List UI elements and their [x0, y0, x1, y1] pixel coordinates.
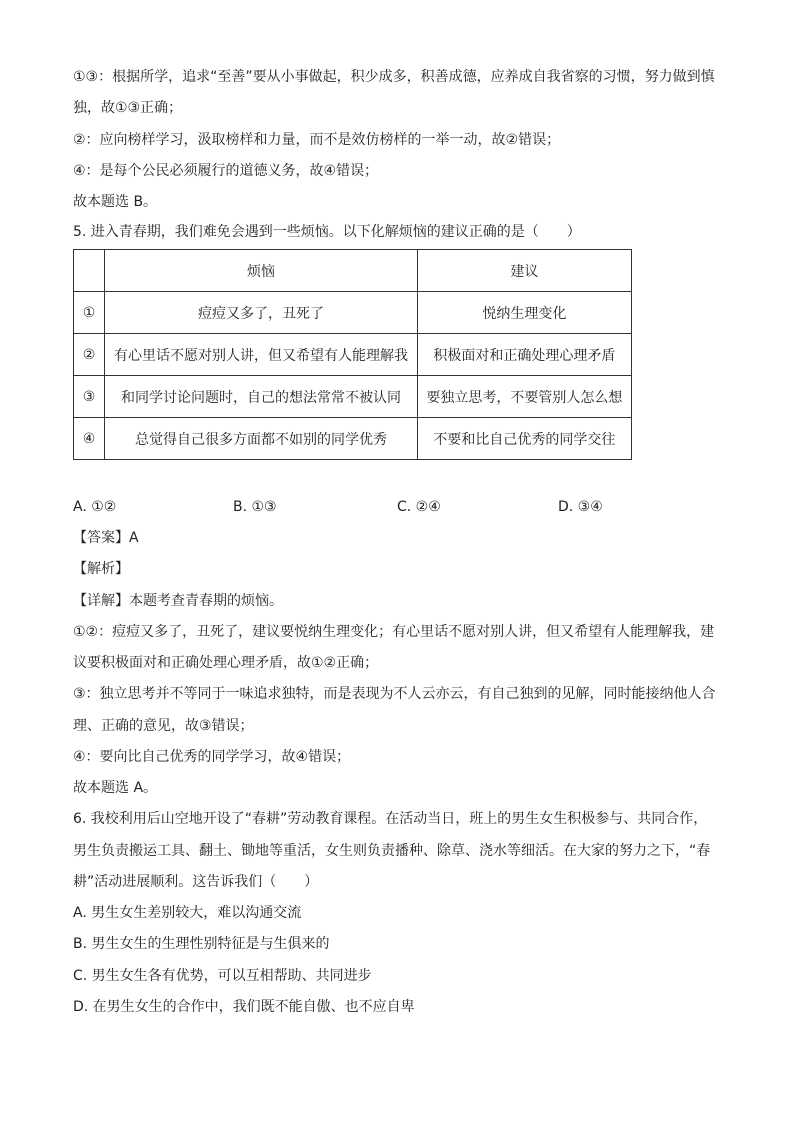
q5-explanation-line: ③：独立思考并不等同于一味追求独特，而是表现为不人云亦云，有自己独到的见解，同时能接纳他人合: [73, 686, 716, 702]
q5-conclusion: 故本题选 A。: [73, 780, 158, 796]
table-cell: 要独立思考，不要管别人怎么想: [417, 376, 631, 418]
prev-explanation-line: ④：是每个公民必须履行的道德义务，故④错误；: [73, 163, 379, 179]
q5-answer: 【答案】A: [73, 530, 139, 546]
table-cell: ②: [74, 334, 105, 376]
table-cell: 积极面对和正确处理心理矛盾: [417, 334, 631, 376]
prev-conclusion: 故本题选 B。: [73, 194, 158, 210]
prev-explanation-line: 独，故①③正确；: [73, 100, 183, 116]
table-header-cell: [74, 250, 105, 292]
q6-option-c: C. 男生女生各有优势，可以互相帮助、共同进步: [73, 968, 372, 984]
table-row: [74, 376, 632, 418]
prev-explanation-line: ②：应向榜样学习，汲取榜样和力量，而不是效仿榜样的一举一动，故②错误；: [73, 132, 561, 148]
table-cell: 有心里话不愿对别人讲，但又希望有人能理解我: [105, 334, 418, 376]
table-cell: 悦纳生理变化: [417, 292, 631, 334]
q5-option-c: C. ②④: [397, 499, 441, 515]
table-cell: 总觉得自己很多方面都不如别的同学优秀: [105, 418, 418, 460]
q5-option-d: D. ③④: [558, 499, 603, 515]
q6-option-d: D. 在男生女生的合作中，我们既不能自傲、也不应自卑: [73, 999, 415, 1015]
table-header-cell: 烦恼: [105, 250, 418, 292]
q6-option-a: A. 男生女生差别较大，难以沟通交流: [73, 905, 302, 921]
q5-option-b: B. ①③: [233, 499, 277, 515]
table-header-row: [74, 250, 632, 292]
q5-option-a: A. ①②: [73, 499, 117, 515]
q6-option-b: B. 男生女生的生理性别特征是与生俱来的: [73, 936, 330, 952]
q6-stem-line: 男生负责搬运工具、翻土、锄地等重活，女生则负责播种、除草、浇水等细活。在大家的努力之下，“春: [73, 843, 711, 859]
q5-explanation-line: 理、正确的意见，故③错误；: [73, 718, 254, 734]
table-cell: ①: [74, 292, 105, 334]
table-cell: ③: [74, 376, 105, 418]
q5-detail: 【详解】本题考查青春期的烦恼。: [73, 593, 283, 609]
table-row: [74, 334, 632, 376]
table-cell: 不要和比自己优秀的同学交往: [417, 418, 631, 460]
table-cell: ④: [74, 418, 105, 460]
q5-explanation-line: ①②：痘痘又多了，丑死了，建议要悦纳生理变化；有心里话不愿对别人讲，但又希望有人能理解我，建: [73, 624, 715, 640]
q5-explanation-line: 议要积极面对和正确处理心理矛盾，故①②正确；: [73, 655, 379, 671]
table-cell: 和同学讨论问题时，自己的想法常常不被认同: [105, 376, 418, 418]
q5-explanation-line: ④：要向比自己优秀的同学学习，故④错误；: [73, 749, 351, 765]
prev-explanation-line: ①③：根据所学，追求“至善”要从小事做起，积少成多，积善成德，应养成自我省察的习惯，努力做到慎: [73, 69, 715, 85]
table-cell: 痘痘又多了，丑死了: [105, 292, 418, 334]
table-row: [74, 418, 632, 460]
q5-stem: 5. 进入青春期，我们难免会遇到一些烦恼。以下化解烦恼的建议正确的是（ ）: [73, 224, 581, 240]
q6-stem-line: 6. 我校利用后山空地开设了“春耕”劳动教育课程。在活动当日，班上的男生女生积极参与、共同合作，: [73, 811, 708, 827]
q5-table: [73, 249, 632, 460]
q5-analysis-title: 【解析】: [73, 561, 129, 577]
table-header-cell: 建议: [417, 250, 631, 292]
q6-stem-line: 耕”活动进展顺利。这告诉我们（ ）: [73, 874, 319, 890]
table-row: [74, 292, 632, 334]
